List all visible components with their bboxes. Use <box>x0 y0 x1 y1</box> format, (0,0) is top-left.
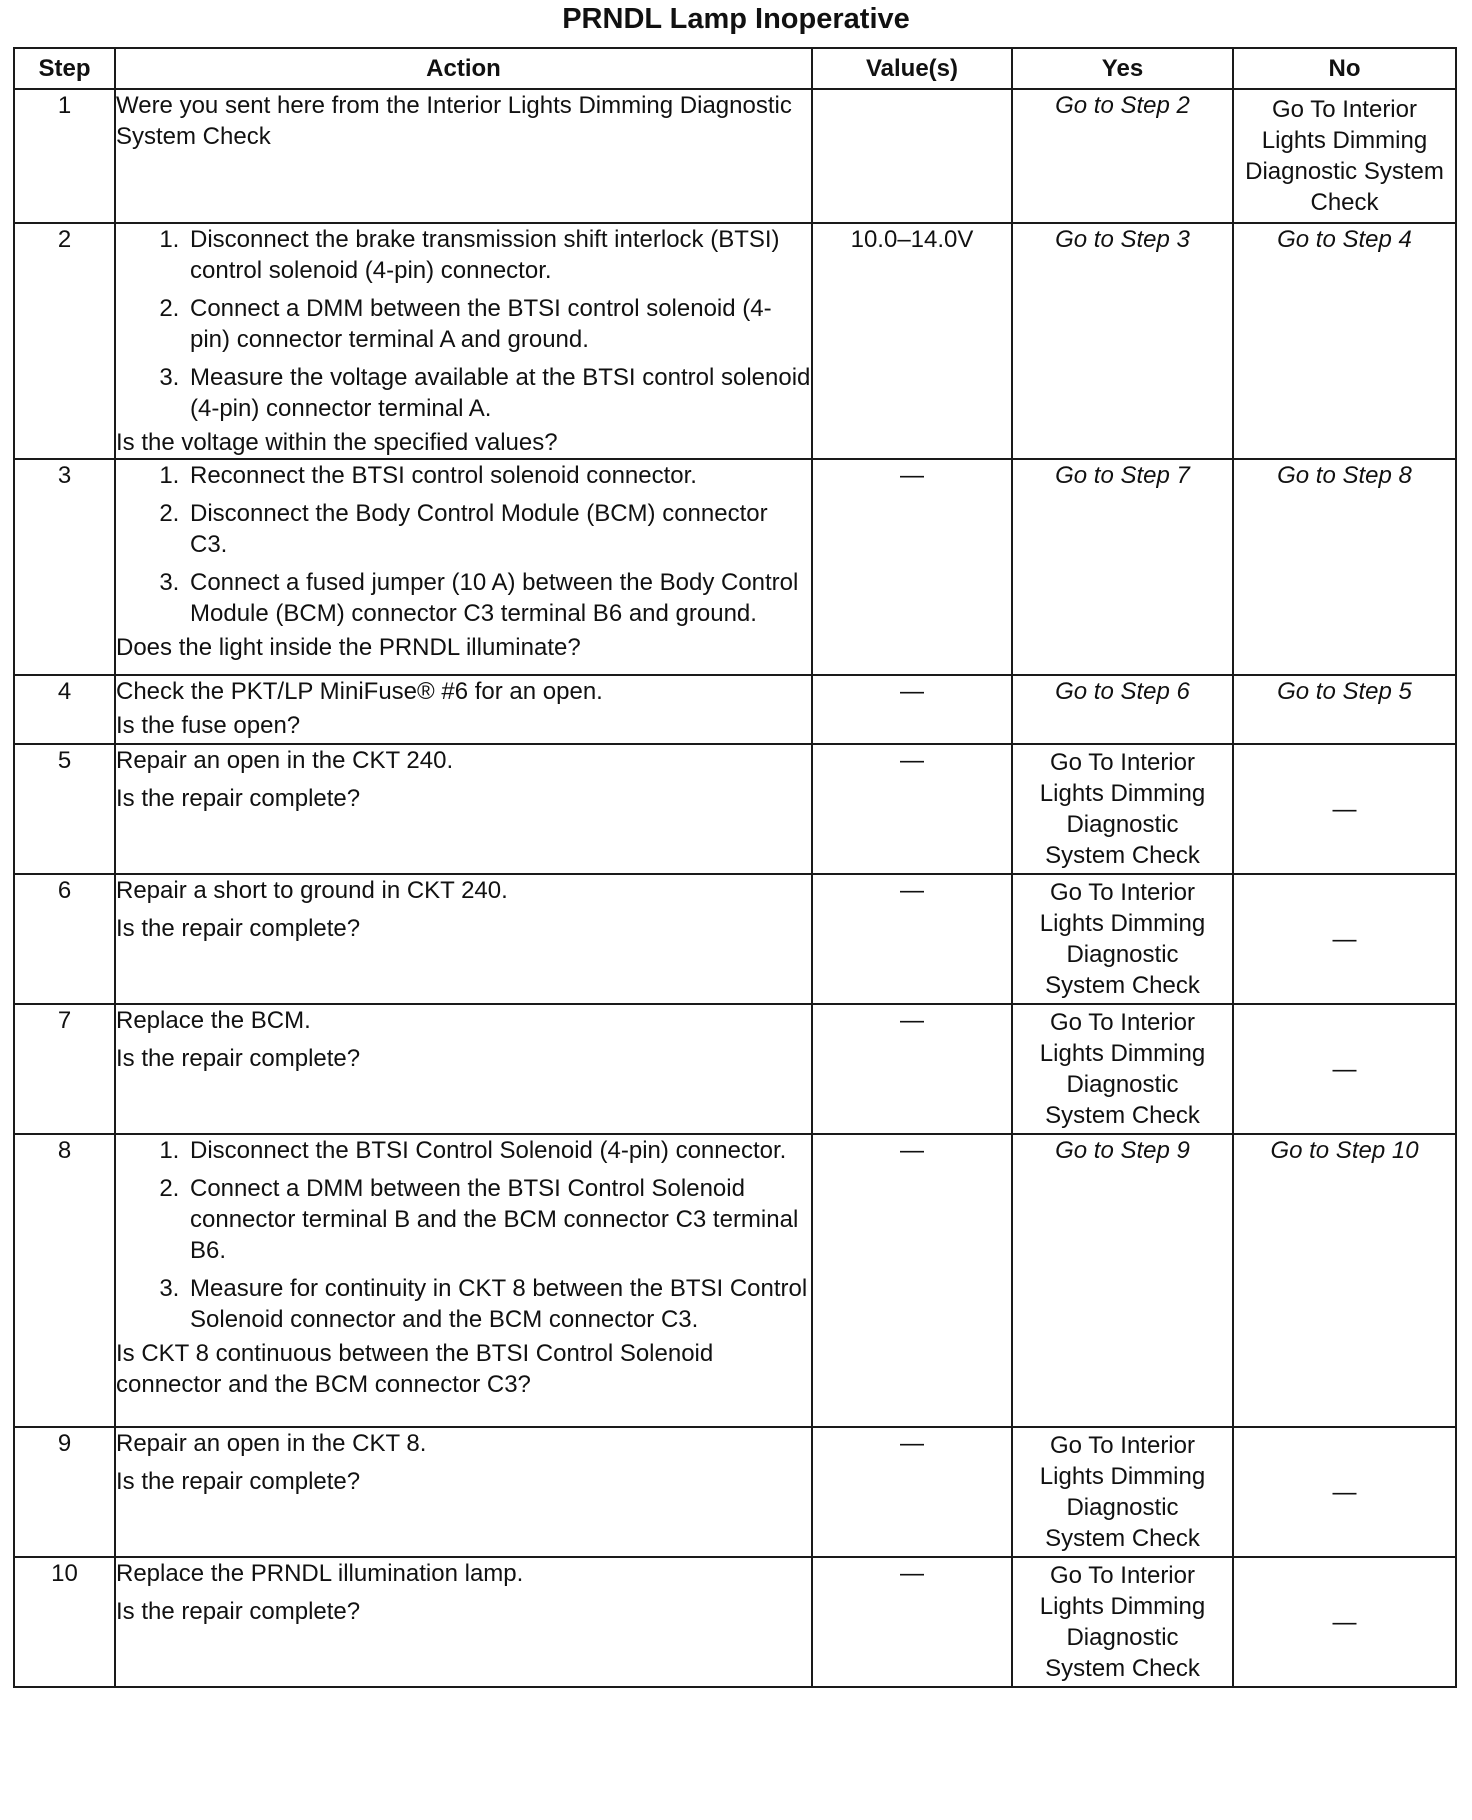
table-row <box>14 675 1456 744</box>
action-question: Is the voltage within the specified values? <box>116 429 558 456</box>
action-cell <box>115 675 812 744</box>
yes-cell: Go To Interior Lights Dimming Diagnostic System Check <box>1012 1427 1233 1557</box>
step-number: 1 <box>14 89 115 223</box>
step-number: 4 <box>14 675 115 744</box>
no-cell: — <box>1233 1427 1456 1557</box>
action-text: Replace the PRNDL illumination lamp. <box>116 1560 524 1587</box>
action-cell <box>115 1427 812 1557</box>
step-number: 8 <box>14 1134 115 1427</box>
yes-cell: Go To Interior Lights Dimming Diagnostic System Check <box>1012 874 1233 1004</box>
no-cell: — <box>1233 1004 1456 1134</box>
table-row <box>14 223 1456 459</box>
table-row <box>14 459 1456 675</box>
table-row <box>14 1134 1456 1427</box>
substep: 1. Reconnect the BTSI control solenoid connector. <box>186 460 811 491</box>
table-row <box>14 1557 1456 1687</box>
value-cell: — <box>812 1557 1012 1687</box>
action-question: Does the light inside the PRNDL illuminate? <box>116 634 581 661</box>
substep: 2. Connect a DMM between the BTSI Control Solenoid connector terminal B and the BCM connector C3 terminal B6. <box>186 1173 811 1266</box>
yes-cell: Go To Interior Lights Dimming Diagnostic System Check <box>1012 1004 1233 1134</box>
yes-cell: Go to Step 9 <box>1012 1134 1233 1427</box>
yes-cell: Go to Step 2 <box>1012 89 1233 223</box>
action-question: Is the fuse open? <box>116 712 301 739</box>
step-number: 3 <box>14 459 115 675</box>
diagnostic-table <box>13 47 1457 1688</box>
value-cell <box>812 89 1012 223</box>
action-text: Were you sent here from the Interior Lights Dimming Diagnostic System Check <box>116 92 792 150</box>
step-number: 9 <box>14 1427 115 1557</box>
action-cell <box>115 223 812 459</box>
substep-list <box>116 224 811 424</box>
table-row <box>14 744 1456 874</box>
action-question: Is the repair complete? <box>116 1598 361 1625</box>
no-cell: Go to Step 4 <box>1233 223 1456 459</box>
action-question: Is CKT 8 continuous between the BTSI Control Solenoid connector and the BCM connector C3? <box>116 1340 714 1398</box>
action-question: Is the repair complete? <box>116 785 361 812</box>
substep-list <box>116 460 811 629</box>
action-question: Is the repair complete? <box>116 915 361 942</box>
table-row <box>14 1427 1456 1557</box>
action-question: Is the repair complete? <box>116 1045 361 1072</box>
value-cell: — <box>812 459 1012 675</box>
action-cell <box>115 1557 812 1687</box>
action-cell <box>115 874 812 1004</box>
action-text: Repair an open in the CKT 8. <box>116 1430 427 1457</box>
value-cell: — <box>812 1134 1012 1427</box>
step-number: 6 <box>14 874 115 1004</box>
header-values: Value(s) <box>812 48 1012 89</box>
header-action: Action <box>115 48 812 89</box>
action-text: Check the PKT/LP MiniFuse® #6 for an open. <box>116 678 603 705</box>
yes-cell: Go to Step 7 <box>1012 459 1233 675</box>
yes-cell: Go To Interior Lights Dimming Diagnostic System Check <box>1012 744 1233 874</box>
value-cell: — <box>812 1004 1012 1134</box>
yes-cell: Go to Step 6 <box>1012 675 1233 744</box>
yes-cell: Go to Step 3 <box>1012 223 1233 459</box>
substep: 3. Measure for continuity in CKT 8 between the BTSI Control Solenoid connector and the BCM connector C3. <box>186 1273 811 1335</box>
table-row <box>14 1004 1456 1134</box>
no-cell: — <box>1233 744 1456 874</box>
substep: 2. Disconnect the Body Control Module (BCM) connector C3. <box>186 498 811 560</box>
action-question: Is the repair complete? <box>116 1468 361 1495</box>
substep: 1. Disconnect the brake transmission shift interlock (BTSI) control solenoid (4-pin) connector. <box>186 224 811 286</box>
value-cell: — <box>812 675 1012 744</box>
header-no: No <box>1233 48 1456 89</box>
substep: 1. Disconnect the BTSI Control Solenoid (4-pin) connector. <box>186 1135 811 1166</box>
step-number: 7 <box>14 1004 115 1134</box>
value-cell: — <box>812 1427 1012 1557</box>
substep-list <box>116 1135 811 1335</box>
action-cell <box>115 89 812 223</box>
header-row <box>14 48 1456 89</box>
value-cell: 10.0–14.0V <box>812 223 1012 459</box>
action-cell <box>115 1134 812 1427</box>
action-cell <box>115 459 812 675</box>
header-yes: Yes <box>1012 48 1233 89</box>
no-cell: Go to Step 5 <box>1233 675 1456 744</box>
action-cell <box>115 744 812 874</box>
yes-cell: Go To Interior Lights Dimming Diagnostic System Check <box>1012 1557 1233 1687</box>
step-number: 2 <box>14 223 115 459</box>
value-cell: — <box>812 874 1012 1004</box>
substep: 3. Connect a fused jumper (10 A) between the Body Control Module (BCM) connector C3 terminal B6 and ground. <box>186 567 811 629</box>
table-row <box>14 89 1456 223</box>
no-cell: Go to Step 8 <box>1233 459 1456 675</box>
action-text: Repair an open in the CKT 240. <box>116 747 454 774</box>
no-cell: Go To Interior Lights Dimming Diagnostic System Check <box>1233 89 1456 223</box>
substep: 3. Measure the voltage available at the BTSI control solenoid (4-pin) connector terminal A. <box>186 362 811 424</box>
no-cell: — <box>1233 874 1456 1004</box>
action-cell <box>115 1004 812 1134</box>
page-title: PRNDL Lamp Inoperative <box>562 3 910 35</box>
step-number: 10 <box>14 1557 115 1687</box>
no-cell: Go to Step 10 <box>1233 1134 1456 1427</box>
no-cell: — <box>1233 1557 1456 1687</box>
action-text: Repair a short to ground in CKT 240. <box>116 877 508 904</box>
value-cell: — <box>812 744 1012 874</box>
table-row <box>14 874 1456 1004</box>
substep: 2. Connect a DMM between the BTSI control solenoid (4-pin) connector terminal A and ground. <box>186 293 811 355</box>
header-step: Step <box>14 48 115 89</box>
step-number: 5 <box>14 744 115 874</box>
action-text: Replace the BCM. <box>116 1007 311 1034</box>
